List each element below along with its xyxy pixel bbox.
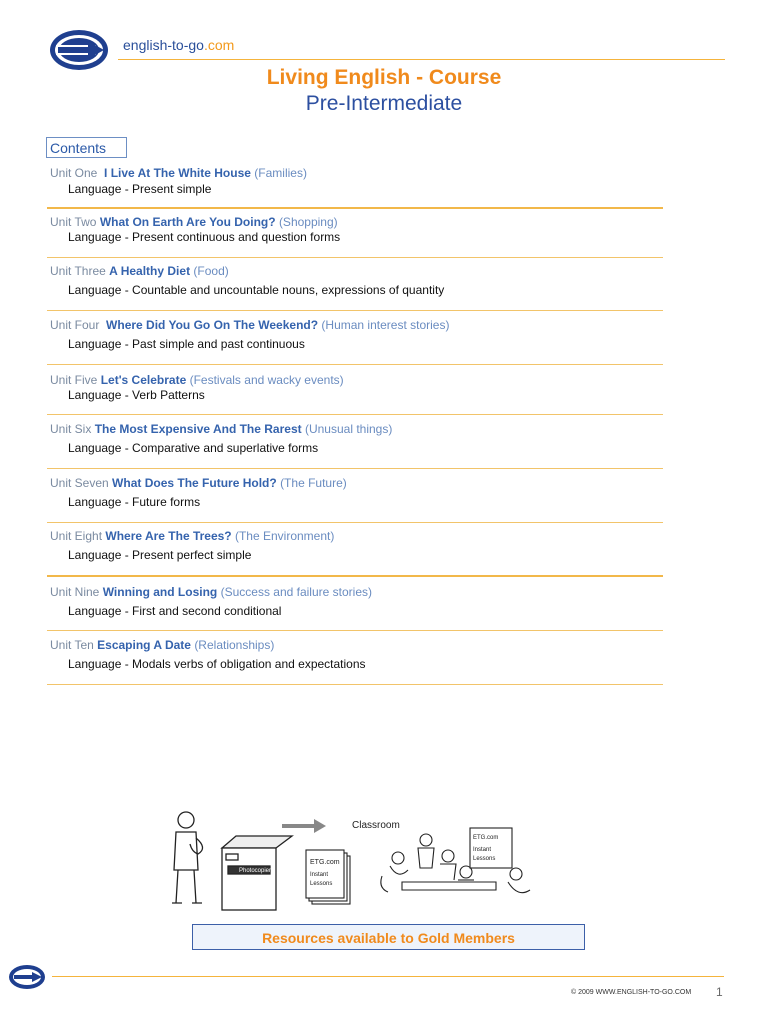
- sheet-line-1: Instant: [310, 872, 329, 878]
- divider: [47, 364, 663, 365]
- unit-title-link[interactable]: What Does The Future Hold?: [112, 476, 277, 490]
- unit-entry[interactable]: Unit Eight Where Are The Trees? (The Environment) Language - Present perfect simple: [50, 529, 335, 562]
- sheet-line-2: Lessons: [310, 881, 333, 887]
- unit-entry[interactable]: Unit Seven What Does The Future Hold? (The Future) Language - Future forms: [50, 476, 347, 509]
- footer-logo-icon: [8, 964, 46, 990]
- unit-entry[interactable]: Unit Three A Healthy Diet (Food) Language - Countable and uncountable nouns, expressions of quantity: [50, 264, 445, 297]
- unit-entry[interactable]: Unit Five Let's Celebrate (Festivals and wacky events) Language - Verb Patterns: [50, 373, 344, 402]
- unit-entry[interactable]: Unit Four Where Did You Go On The Weekend? (Human interest stories) Language - Past simple and past continuous: [50, 318, 450, 351]
- header-rule: [118, 59, 725, 60]
- unit-title-link[interactable]: Let's Celebrate: [100, 373, 187, 387]
- divider: [47, 684, 663, 685]
- divider: [47, 257, 663, 258]
- page-title: Living English - Course: [266, 66, 502, 89]
- unit-title-link[interactable]: Where Did You Go On The Weekend?: [106, 318, 319, 332]
- divider: [47, 522, 663, 523]
- divider: [47, 414, 663, 415]
- board-title: ETG.com: [473, 835, 499, 841]
- classroom-label: Classroom: [352, 820, 400, 831]
- unit-entry[interactable]: Unit Ten Escaping A Date (Relationships) Language - Modals verbs of obligation and expectations: [50, 638, 366, 671]
- board-line-1: Instant: [473, 847, 492, 853]
- sheet-title: ETG.com: [310, 859, 340, 866]
- arrow-icon: [282, 819, 326, 833]
- unit-entry[interactable]: Unit Six The Most Expensive And The Rarest (Unusual things) Language - Comparative and superlative forms: [50, 422, 393, 455]
- page-number: 1: [716, 985, 723, 999]
- brand-link[interactable]: english-to-go.com: [123, 37, 235, 53]
- divider: [47, 468, 663, 469]
- divider: [47, 310, 663, 311]
- board-line-2: Lessons: [473, 856, 496, 862]
- footer-rule: [52, 976, 724, 977]
- unit-title-link[interactable]: A Healthy Diet: [109, 264, 191, 278]
- resources-gold-members-button[interactable]: Resources available to Gold Members: [192, 924, 585, 950]
- copyright-text: © 2009 WWW.ENGLISH-TO-GO.COM: [571, 989, 692, 996]
- page-subtitle: Pre-Intermediate: [305, 92, 463, 115]
- unit-entry[interactable]: Unit One I Live At The White House (Families) Language - Present simple: [50, 166, 307, 196]
- divider: [47, 575, 663, 577]
- classroom-illustration: [166, 808, 556, 918]
- unit-title-link[interactable]: Where Are The Trees?: [105, 529, 232, 543]
- unit-entry[interactable]: Unit Nine Winning and Losing (Success and failure stories) Language - First and second conditional: [50, 585, 372, 618]
- unit-title-link[interactable]: The Most Expensive And The Rarest: [94, 422, 302, 436]
- unit-title-link[interactable]: I Live At The White House: [104, 166, 251, 180]
- unit-title-link[interactable]: Escaping A Date: [97, 638, 191, 652]
- unit-entry[interactable]: Unit Two What On Earth Are You Doing? (Shopping) Language - Present continuous and question forms: [50, 215, 341, 244]
- divider: [47, 207, 663, 209]
- unit-title-link[interactable]: Winning and Losing: [102, 585, 218, 599]
- divider: [47, 630, 663, 631]
- unit-title-link[interactable]: What On Earth Are You Doing?: [99, 215, 276, 229]
- contents-heading: Contents: [46, 137, 127, 158]
- teacher-figure: [172, 812, 203, 903]
- photocopier-label: Photocopier: [239, 868, 272, 874]
